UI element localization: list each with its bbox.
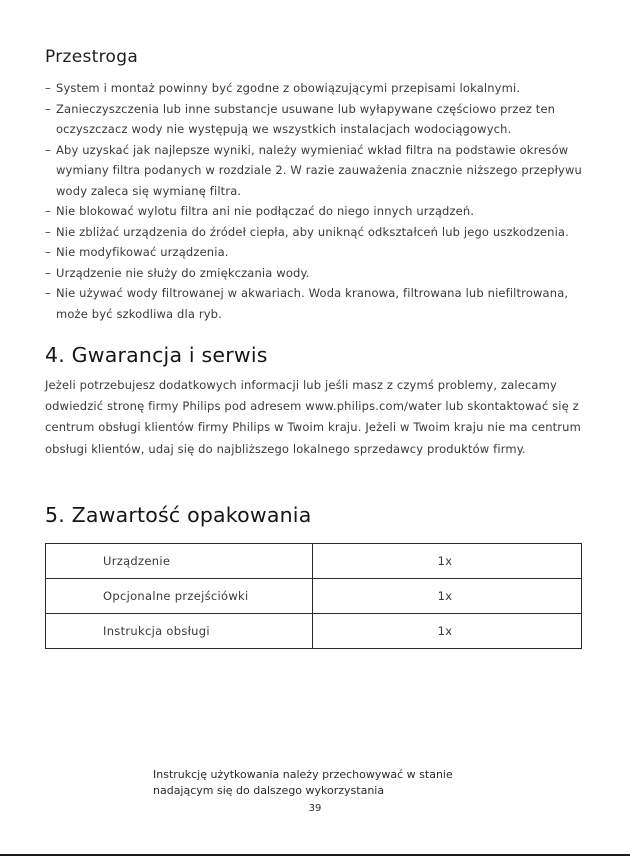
warranty-heading: 4. Gwarancja i serwis <box>45 343 268 367</box>
list-dash: – <box>45 265 51 280</box>
caution-item-text: Zanieczyszczenia lub inne substancje usuwane lub wyłapywane częściowo przez ten oczyszczacz wody nie występują we wszystkich instalacjach wodociągowych. <box>56 101 556 136</box>
caution-list <box>45 78 590 324</box>
caution-item <box>45 140 590 202</box>
caution-item-text: Nie zbliżać urządzenia do źródeł ciepła, aby uniknąć odkształceń lub jego uszkodzenia. <box>56 224 569 239</box>
caution-heading: Przestroga <box>45 47 139 67</box>
storage-note <box>153 767 513 798</box>
package-contents-heading: 5. Zawartość opakowania <box>45 503 312 527</box>
list-dash: – <box>45 286 51 300</box>
table-cell-qty: 1x <box>313 579 582 614</box>
package-contents-table <box>45 543 582 649</box>
table-row <box>46 614 582 649</box>
table-cell-item: Instrukcja obsługi <box>46 614 313 649</box>
table-cell-qty: 1x <box>313 614 582 649</box>
caution-item <box>45 99 590 140</box>
list-dash: – <box>45 245 51 259</box>
caution-item-text: Urządzenie nie służy do zmiękczania wody. <box>56 265 310 280</box>
storage-note-line2: nadającym się do dalszego wykorzystania <box>153 783 385 797</box>
table-cell-qty: 1x <box>313 544 582 579</box>
caution-item <box>45 283 590 324</box>
caution-item <box>45 201 590 222</box>
page-number: 39 <box>308 803 322 814</box>
list-dash: – <box>45 101 51 116</box>
storage-note-line1: Instrukcję użytkowania należy przechowywać w stanie <box>153 768 453 781</box>
caution-item <box>45 222 590 243</box>
caution-item <box>45 263 590 284</box>
caution-item <box>45 242 590 263</box>
table-row <box>46 579 582 614</box>
caution-item <box>45 78 590 99</box>
table-row <box>46 544 582 579</box>
caution-item-text: System i montaż powinny być zgodne z obowiązującymi przepisami lokalnymi. <box>56 81 521 95</box>
list-dash: – <box>45 142 51 157</box>
warranty-paragraph: Jeżeli potrzebujesz dodatkowych informacji lub jeśli masz z czymś problemy, zalecamy odwiedzić stronę firmy Philips pod adresem www.philips.com/water lub skontaktować się z centrum obsługi klientów firmy Philips w Twoim kraju. Jeżeli w Twoim kraju nie ma centrum obsługi klientów, udaj się do najbliższego lokalnego sprzedawcy produktów firmy. <box>45 378 581 456</box>
list-dash: – <box>45 224 51 239</box>
list-dash: – <box>45 204 51 218</box>
bottom-divider <box>0 854 630 856</box>
table-cell-item: Opcjonalne przejściówki <box>46 579 313 614</box>
caution-item-text: Nie modyfikować urządzenia. <box>56 245 229 259</box>
caution-item-text: Aby uzyskać jak najlepsze wyniki, należy wymieniać wkład filtra na podstawie okresów wymiany filtra podanych w rozdziale 2. W razie zauważenia znacznie niższego przepływu wody zaleca się wymianę filtra. <box>56 142 582 198</box>
caution-item-text: Nie blokować wylotu filtra ani nie podłączać do niego innych urządzeń. <box>56 204 475 218</box>
table-cell-item: Urządzenie <box>46 544 313 579</box>
caution-item-text: Nie używać wody filtrowanej w akwariach. Woda kranowa, filtrowana lub niefiltrowana, może być szkodliwa dla ryb. <box>56 286 569 321</box>
list-dash: – <box>45 81 51 95</box>
